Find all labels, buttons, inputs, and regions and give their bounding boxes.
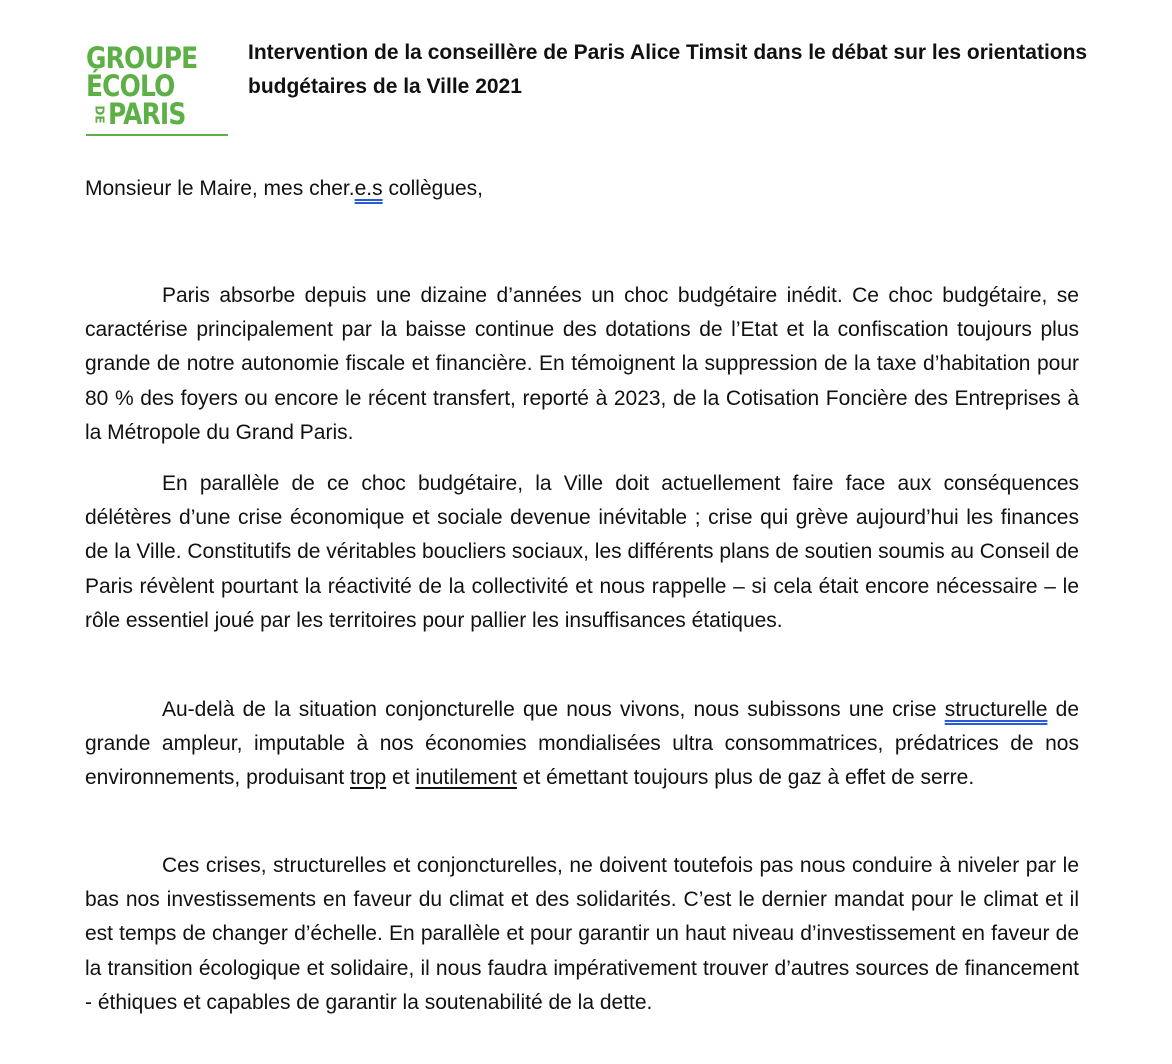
logo-line-ecolo: ÉCOLO	[86, 69, 175, 103]
paragraph-3-underlined-structurelle: structurelle	[944, 698, 1048, 721]
salutation-spellcheck-mark: e.s	[354, 177, 383, 200]
logo-line-groupe: GROUPE	[86, 41, 198, 75]
paragraph-3-text-2: de grande ampleur, imputable à nos économies mondialisées ultra consommatrices, prédatrices de nos environnements, produisant	[85, 698, 1079, 790]
salutation-before: Monsieur le Maire, mes cher.	[85, 177, 355, 200]
paragraph-2: En parallèle de ce choc budgétaire, la Ville doit actuellement faire face aux conséquences délétères d’une crise économique et sociale devenue inévitable ; crise qui grève aujourd’hui les finances de la Ville. Constitutifs de véritables boucliers sociaux, les différents plans de soutien soumis au Conseil de Paris révèlent pourtant la réactivité de la collectivité et nous rappelle – si cela était encore nécessaire – le rôle essentiel joué par les territoires pour pallier les insuffisances étatiques.	[85, 472, 1079, 632]
paragraph-3-underlined-trop: trop	[350, 766, 387, 790]
paragraph-4: Ces crises, structurelles et conjoncturelles, ne doivent toutefois pas nous conduire à niveler par le bas nos investissements en faveur du climat et des solidarités. C’est le dernier mandat pour le climat et il est temps de changer d’échelle. En parallèle et pour garantir un haut niveau d’investissement en faveur de la transition écologique et solidaire, il nous faudra impérativement trouver d’autres sources de financement - éthiques et capables de garantir la soutenabilité de la dette.	[85, 854, 1079, 1014]
paragraph-3-text-4: et émettant toujours plus de gaz à effet de serre.	[516, 766, 975, 790]
logo-de-vertical	[90, 102, 106, 130]
paragraph-3-text-1: Au-delà de la situation conjoncturelle que nous vivons, nous subissons une crise	[162, 698, 945, 721]
paragraph-1: Paris absorbe depuis une dizaine d’années un choc budgétaire inédit. Ce choc budgétaire, se caractérise principalement par la baisse continue des dotations de l’Etat et la confiscation toujours plus grande de notre autonomie fiscale et financière. En témoignent la suppression de la taxe d’habitation pour 80 % des foyers ou encore le récent transfert, reporté à 2023, de la Cotisation Foncière des Entreprises à la Métropole du Grand Paris.	[85, 284, 1079, 444]
document-title: Intervention de la conseillère de Paris Alice Timsit dans le débat sur les orientations budgétaires de la Ville 2021	[248, 41, 1088, 98]
logo-de-text: DE	[92, 105, 107, 124]
groupe-ecolo-logo	[86, 42, 228, 136]
salutation-after: collègues,	[382, 177, 484, 200]
paragraph-3	[85, 693, 1079, 796]
paragraph-3-underlined-inutilement: inutilement	[415, 766, 517, 790]
logo-line-paris: PARIS	[108, 97, 186, 131]
salutation	[85, 174, 483, 204]
paragraph-3-text-3: et	[386, 766, 416, 790]
